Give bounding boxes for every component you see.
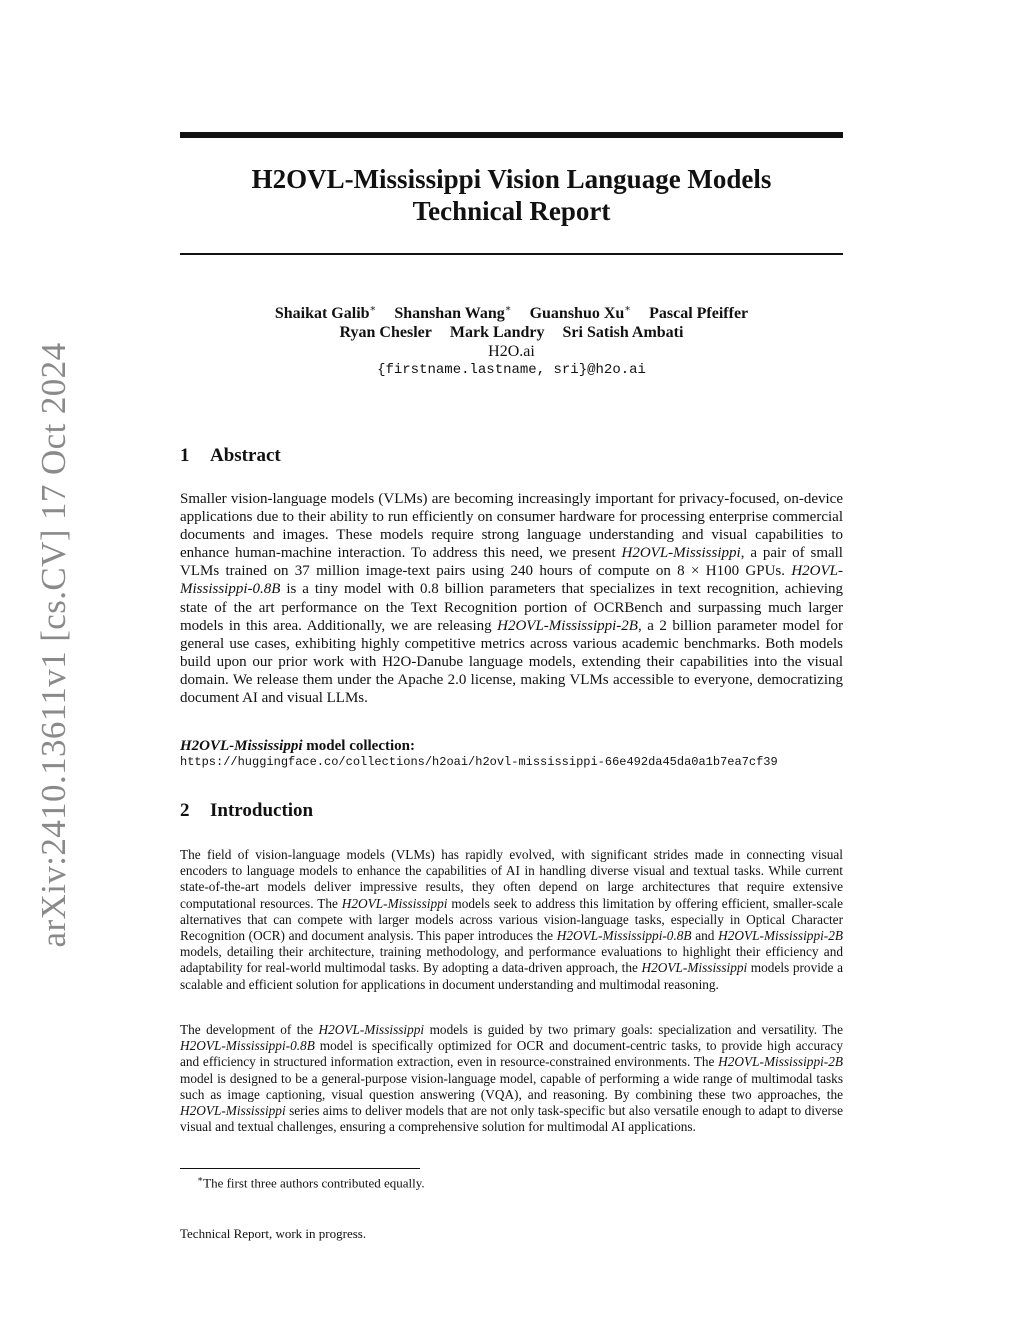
footnote: ∗The first three authors contributed equally. xyxy=(197,1174,425,1191)
title-line-1: H2OVL-Mississippi Vision Language Models xyxy=(251,164,772,194)
page-footer-note: Technical Report, work in progress. xyxy=(180,1226,367,1241)
model-collection-link[interactable]: https://huggingface.co/collections/h2oai/h2ovl-mississippi-66e492da45da0a1b7ea7cf39 xyxy=(180,755,778,769)
arxiv-identifier: arXiv:2410.13611v1 [cs.CV] 17 Oct 2024 xyxy=(34,342,73,948)
title-top-rule xyxy=(180,132,843,138)
footnote-rule xyxy=(180,1168,420,1169)
equal-contribution-mark: ∗ xyxy=(369,304,377,315)
equal-contribution-mark: ∗ xyxy=(504,304,512,315)
author-name: Shaikat Galib∗ xyxy=(274,304,377,323)
model-collection-label: H2OVL-Mississippi model collection: xyxy=(180,738,416,754)
section-heading-abstract: 1 Abstract xyxy=(180,445,281,466)
author-row-2 xyxy=(180,323,843,342)
paper-title xyxy=(180,163,843,227)
author-name: Shanshan Wang∗ xyxy=(394,304,512,323)
introduction-paragraph-1: The field of vision-language models (VLMs) has rapidly evolved, with significant strides made in connecting visual encoders to language models to enhance the capabilities of AI in handling diverse visual and textual tasks. While current state-of-the-art models deliver impressive results, they often depend on large architectures that require extensive computational resources. The H2OVL-Mississippi models seek to address this limitation by offering efficient, smaller-scale alternatives that can compete with larger models across various vision-language tasks, especially in Optical Character Recognition (OCR) and document analysis. This paper introduces the H2OVL-Mississippi-0.8B and H2OVL-Mississippi-2B models, detailing their architecture, training methodology, and performance evaluations to highlight their efficiency and adaptability for real-world multimodal tasks. By adopting a data-driven approach, the H2OVL-Mississippi models provide a scalable and efficient solution for applications in document understanding and multimodal reasoning. xyxy=(180,847,843,992)
author-name: Ryan Chesler xyxy=(339,324,432,342)
title-bottom-rule xyxy=(180,253,843,255)
author-name: Pascal Pfeiffer xyxy=(649,305,749,323)
affiliation: H2O.ai xyxy=(488,343,535,361)
author-email: {firstname.lastname, sri}@h2o.ai xyxy=(377,362,646,379)
introduction-paragraph-2: The development of the H2OVL-Mississippi models is guided by two primary goals: specialization and versatility. The H2OVL-Mississippi-0.8B model is specifically optimized for OCR and document-centric tasks, to provide high accuracy and efficiency in structured information extraction, even in resource-constrained environments. The H2OVL-Mississippi-2B model is designed to be a general-purpose vision-language model, capable of performing a wide range of multimodal tasks such as image captioning, visual question answering (VQA), and reasoning. By combining these two approaches, the H2OVL-Mississippi series aims to deliver models that are not only task-specific but also versatile enough to adapt to diverse visual and textual challenges, ensuring a comprehensive solution for multimodal AI applications. xyxy=(180,1022,843,1135)
title-line-2: Technical Report xyxy=(412,196,611,226)
author-name: Sri Satish Ambati xyxy=(562,324,684,342)
author-name: Mark Landry xyxy=(449,324,545,342)
abstract-paragraph: Smaller vision-language models (VLMs) are becoming increasingly important for privacy-focused, on-device applications due to their ability to run efficiently on consumer hardware for processing enterprise commercial documents and images. These models require strong language understanding and visual capabilities to enhance human-machine interaction. To address this need, we present H2OVL-Mississippi, a pair of small VLMs trained on 37 million image-text pairs using 240 hours of compute on 8 × H100 GPUs. H2OVL-Mississippi-0.8B is a tiny model with 0.8 billion parameters that specializes in text recognition, achieving state of the art performance on the Text Recognition portion of OCRBench and surpassing much larger models in this area. Additionally, we are releasing H2OVL-Mississippi-2B, a 2 billion parameter model for general use cases, exhibiting highly competitive metrics across various academic benchmarks. Both models build upon our prior work with H2O-Danube language models, extending their capabilities into the visual domain. We release them under the Apache 2.0 license, making VLMs accessible to everyone, democratizing document AI and visual LLMs. xyxy=(180,491,843,707)
equal-contribution-mark: ∗ xyxy=(624,304,632,315)
author-row-1 xyxy=(180,300,843,323)
section-heading-introduction: 2 Introduction xyxy=(180,800,314,821)
author-name: Guanshuo Xu∗ xyxy=(529,304,632,323)
author-block xyxy=(180,300,843,380)
